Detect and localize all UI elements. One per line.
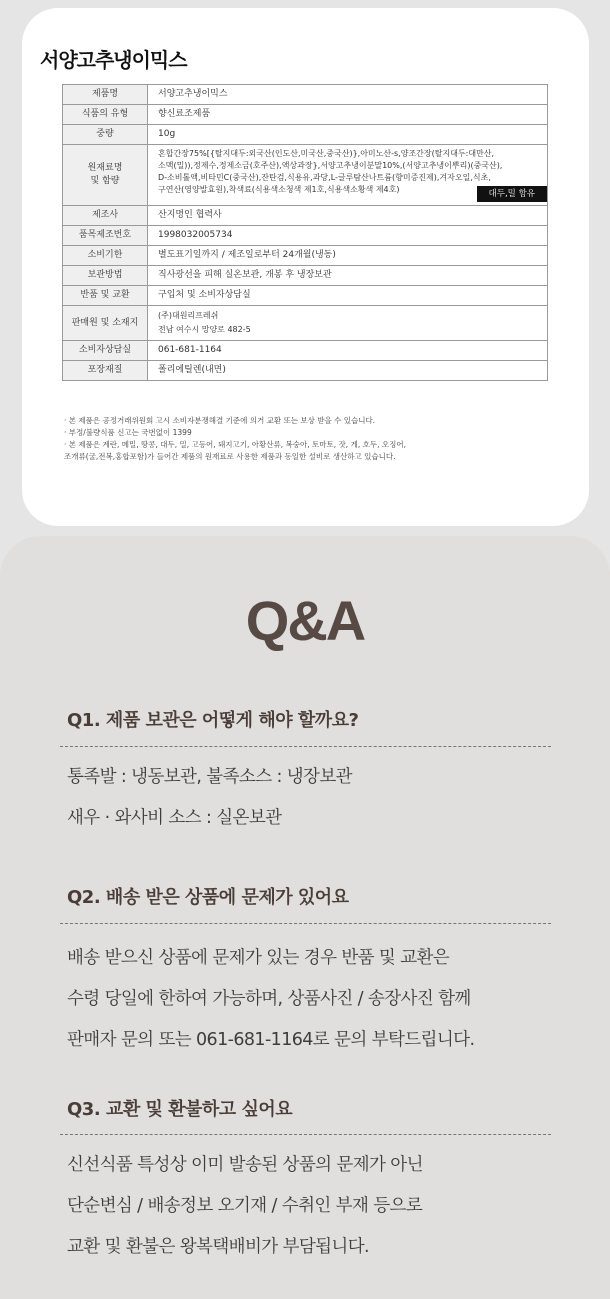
- info-row-value: [148, 341, 548, 361]
- note-line: · 본 제품은 계란, 메밀, 땅콩, 대두, 밀, 고등어, 돼지고기, 아황산류, 복숭아, 토마토, 잣, 게, 호두, 오징어,: [64, 440, 406, 449]
- note-line: 조개류(굴,전복,홍합포함)가 들어간 제품의 원재료로 사용한 제품과 동일한 설비로 생산하고 있습니다.: [64, 452, 396, 461]
- answer-2-line: 판매자 문의 또는 061-681-1164로 문의 부탁드립니다.: [67, 1030, 475, 1050]
- info-row-key: 제품명: [63, 85, 148, 105]
- info-row-value: [148, 145, 548, 206]
- info-row-value-text: 구입처 및 소비자상담실: [158, 290, 251, 300]
- info-row: [63, 341, 548, 361]
- info-row-value: [148, 125, 548, 145]
- qa-title: Q&A: [245, 589, 365, 652]
- answer-2-line: 배송 받으신 상품에 문제가 있는 경우 반품 및 교환은: [67, 948, 450, 968]
- info-row-value: [148, 206, 548, 226]
- info-row-value: [148, 266, 548, 286]
- allergen-badge: 대두,밀 함유: [477, 186, 547, 202]
- info-row: [63, 105, 548, 125]
- question-3: Q3. 교환 및 환불하고 싶어요: [67, 1099, 293, 1120]
- info-row-key: 포장재질: [63, 361, 148, 381]
- info-row-value: [148, 246, 548, 266]
- info-row-value-text: 1998032005734: [158, 230, 233, 240]
- info-row: [63, 306, 548, 341]
- info-row-value: [148, 306, 548, 341]
- info-row-value-text: 폴리에틸렌(내면): [158, 365, 226, 375]
- info-row: [63, 361, 548, 381]
- info-row-key: 식품의 유형: [63, 105, 148, 125]
- answer-2-line: 수령 당일에 한하여 가능하며, 상품사진 / 송장사진 함께: [67, 989, 471, 1009]
- info-row-key: 제조사: [63, 206, 148, 226]
- answer-3-line: 교환 및 환불은 왕복택배비가 부담됩니다.: [67, 1237, 369, 1257]
- info-row-key: 원재료명 및 함량: [63, 145, 148, 206]
- info-row-value-text: 향신료조제품: [158, 109, 211, 119]
- question-2-divider: [60, 923, 551, 924]
- question-3-divider: [60, 1134, 551, 1135]
- info-row: [63, 226, 548, 246]
- info-row-key: 보관방법: [63, 266, 148, 286]
- info-row-value: [148, 226, 548, 246]
- product-notes: [64, 415, 534, 463]
- info-row-value-text: (주)대원리프레쉬 전남 여수시 망양로 482-5: [158, 311, 251, 334]
- info-row: [63, 125, 548, 145]
- answer-1: [67, 757, 567, 839]
- info-row-key: 품목제조번호: [63, 226, 148, 246]
- product-info-table: [62, 84, 548, 381]
- info-row-key: 반품 및 교환: [63, 286, 148, 306]
- info-row: [63, 246, 548, 266]
- info-row-value-text: 서양고추냉이믹스: [158, 89, 228, 99]
- answer-1-line: 통족발 : 냉동보관, 불족소스 : 냉장보관: [67, 767, 352, 787]
- info-row-value-text: 산지명인 협력사: [158, 210, 222, 220]
- answer-3-line: 단순변심 / 배송정보 오기재 / 수취인 부재 등으로: [67, 1196, 423, 1216]
- info-row-key: 판매원 및 소재지: [63, 306, 148, 341]
- info-row-key: 중량: [63, 125, 148, 145]
- qa-section: [0, 536, 610, 1299]
- question-1: Q1. 제품 보관은 어떻게 해야 할까요?: [67, 710, 359, 731]
- info-row-value-text: 10g: [158, 129, 176, 139]
- note-line: · 부정/불량식품 신고는 국번없이 1399: [64, 428, 192, 437]
- info-row: [63, 85, 548, 105]
- info-row-value: [148, 361, 548, 381]
- info-row-key: 소비자상담실: [63, 341, 148, 361]
- info-row: [63, 266, 548, 286]
- answer-2: [67, 938, 567, 1061]
- answer-1-line: 새우 · 와사비 소스 : 실온보관: [67, 808, 282, 828]
- info-row-value: [148, 85, 548, 105]
- info-row: [63, 286, 548, 306]
- info-row: [63, 145, 548, 206]
- note-line: · 본 제품은 공정거래위원회 고시 소비자분쟁해결 기준에 의거 교환 또는 보상 받을 수 있습니다.: [64, 416, 376, 425]
- info-row-value-text: 직사광선을 피해 실온보관, 개봉 후 냉장보관: [158, 270, 332, 280]
- info-row-value-text: 별도표기일까지 / 제조일로부터 24개월(냉동): [158, 250, 336, 260]
- info-row-value: [148, 286, 548, 306]
- question-1-divider: [60, 746, 551, 747]
- answer-3: [67, 1145, 567, 1268]
- info-row-value: [148, 105, 548, 125]
- product-title: 서양고추냉이믹스: [40, 48, 187, 72]
- question-2: Q2. 배송 받은 상품에 문제가 있어요: [67, 887, 349, 908]
- info-row-value-text: 혼합간장75%[{탈지대두:외국산(인도산,미국산,중국산)},아미노산-s,양조간장(탈지대두:대만산, 소맥(밀)),정제수,정제소금(호주산),액상과장},서양고추냉이분말10%,(서양고추냉이뿌리)(중국산), D-소비톨액,비타민C(중국산),잔탄검,식용유,과당,L-글루탐산나트륨(향미증진제),겨자오일,식초, 구연산(영양발효원),착색료(식용색소청색 제1호,식용색소황색 제4호): [158, 149, 503, 194]
- answer-3-line: 신선식품 특성상 이미 발송된 상품의 문제가 아닌: [67, 1155, 423, 1175]
- info-row: [63, 206, 548, 226]
- info-row-key: 소비기한: [63, 246, 148, 266]
- info-row-value-text: 061-681-1164: [158, 345, 222, 355]
